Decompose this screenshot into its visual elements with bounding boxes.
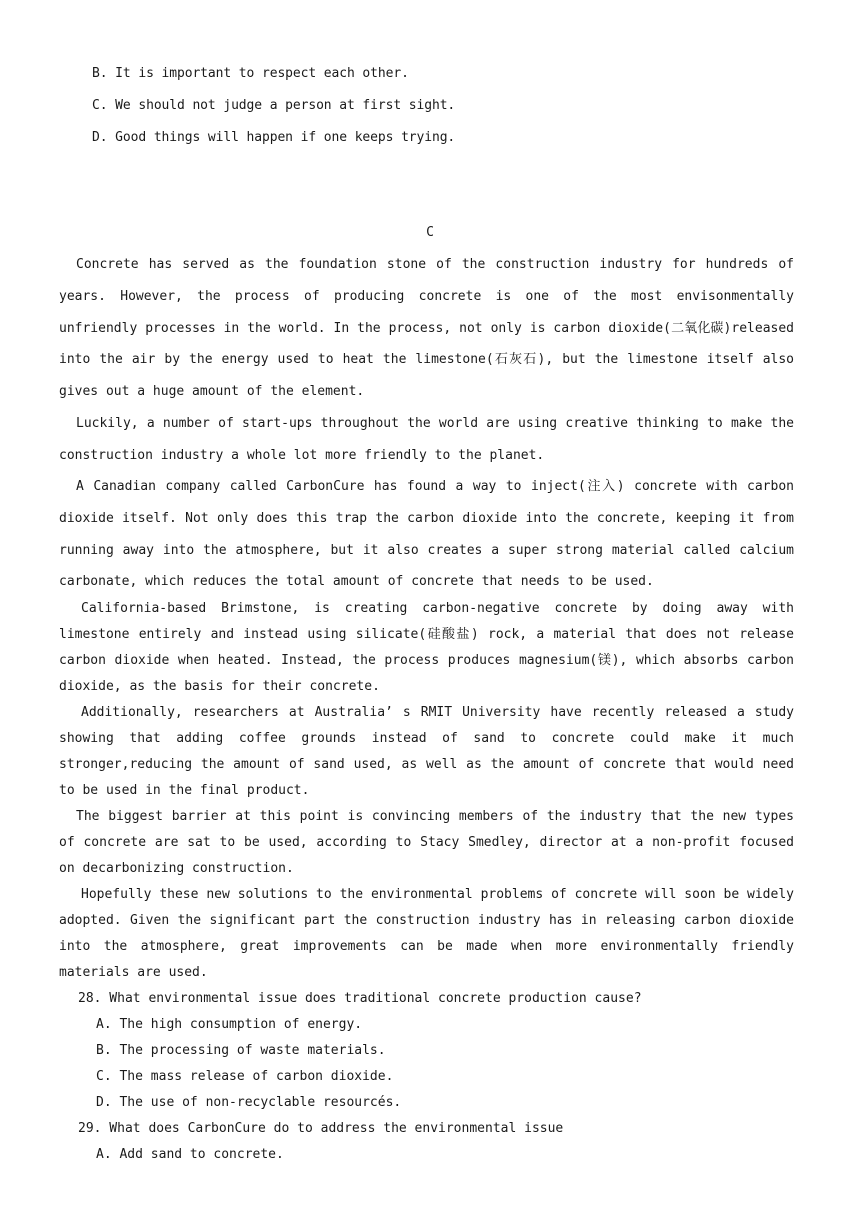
question-29-option-a: A. Add sand to concrete.	[96, 1147, 284, 1162]
question-28-option-d: D. The use of non-recyclable resourcés.	[96, 1095, 402, 1110]
question-28-option-c: C. The mass release of carbon dioxide.	[96, 1069, 394, 1084]
question-28-option-a: A. The high consumption of energy.	[96, 1017, 363, 1032]
prev-option-b: B. It is important to respect each other.	[92, 66, 409, 81]
question-29-stem: 29. What does CarbonCure do to address the environmental issue	[78, 1121, 564, 1136]
passage-paragraph-4: California-based Brimstone, is creating carbon-negative concrete by doing away with limestone entirely and instead using silicate(硅酸盐) rock, a material that does not release carbon dioxide when heated. Instead, the process produces magnesium(镁), which absorbs carbon dioxide, as the basis for their concrete.	[59, 601, 794, 694]
passage-paragraph-6: The biggest barrier at this point is convincing members of the industry that the new types of concrete are sat to be used, according to Stacy Smedley, director at a non-profit focused on decarbonizing construction.	[59, 809, 794, 876]
prev-option-c: C. We should not judge a person at first sight.	[92, 98, 456, 113]
passage-paragraph-1: Concrete has served as the foundation stone of the construction industry for hundreds of years. However, the process of producing concrete is one of the most envisonmentally unfriendly processes in the world. In the process, not only is carbon dioxide(二氧化碳)released into the air by the energy used to heat the limestone(石灰石), but the limestone itself also gives out a huge amount of the element.	[59, 257, 794, 400]
passage-paragraph-3: A Canadian company called CarbonCure has found a way to inject(注入) concrete with carbon dioxide itself. Not only does this trap the carbon dioxide into the concrete, keeping it from running away into the atmosphere, but it also creates a super strong material called calcium carbonate, which reduces the total amount of concrete that needs to be used.	[59, 479, 794, 590]
prev-option-d: D. Good things will happen if one keeps trying.	[92, 130, 456, 145]
question-28-option-b: B. The processing of waste materials.	[96, 1043, 386, 1058]
passage-paragraph-2: Luckily, a number of start-ups throughout the world are using creative thinking to make the construction industry a whole lot more friendly to the planet.	[59, 416, 794, 463]
question-28-stem: 28. What environmental issue does traditional concrete production cause?	[78, 991, 642, 1006]
passage-paragraph-7: Hopefully these new solutions to the environmental problems of concrete will soon be widely adopted. Given the significant part the construction industry has in releasing carbon dioxide into the atmosphere, great improvements can be made when more environmentally friendly materials are used.	[59, 887, 794, 980]
passage-heading: C	[426, 225, 434, 240]
passage-paragraph-5: Additionally, researchers at Australia’ s RMIT University have recently released a study showing that adding coffee grounds instead of sand to concrete could make it much stronger,reducing the amount of sand used, as well as the amount of concrete that would need to be used in the final product.	[59, 705, 794, 798]
